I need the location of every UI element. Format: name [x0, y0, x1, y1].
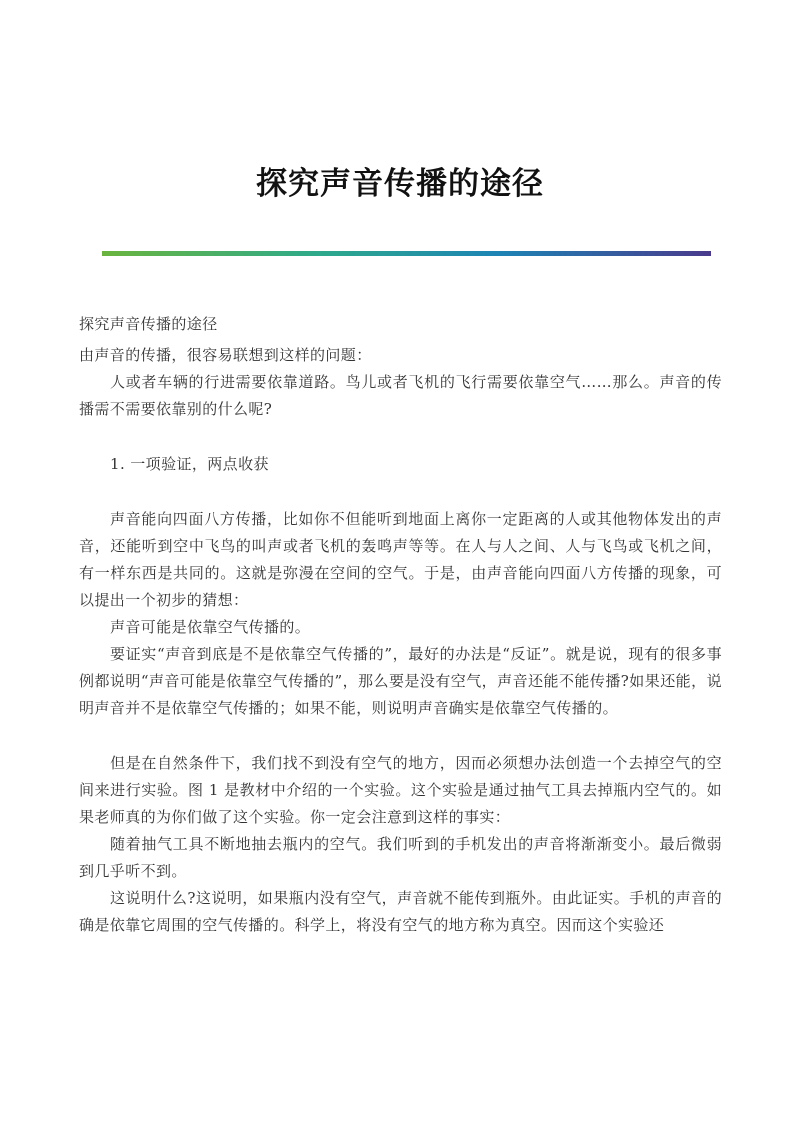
paragraph-conclusion: 这说明什么?这说明，如果瓶内没有空气，声音就不能传到瓶外。由此证实。手机的声音的确是依靠它周围的空气传播的。科学上，将没有空气的地方称为真空。因而这个实验还 [79, 889, 722, 934]
body-heading: 探究声音传播的途径 [79, 315, 218, 333]
paragraph-vehicles-birds: 人或者车辆的行进需要依靠道路。鸟儿或者飞机的飞行需要依靠空气……那么。声音的传播需不需要依靠别的什么呢? [79, 373, 722, 418]
document-body [79, 311, 722, 939]
section-heading-verification: 1. 一项验证，两点收获 [110, 455, 269, 473]
title-divider [102, 251, 711, 256]
paragraph-intro-question: 由声音的传播，很容易联想到这样的问题： [79, 346, 372, 364]
paragraph-observation: 随着抽气工具不断地抽去瓶内的空气。我们听到的手机发出的声音将渐渐变小。最后微弱到几乎听不到。 [79, 835, 722, 880]
paragraph-counter-proof: 要证实“声音到底是不是依靠空气传播的”，最好的办法是“反证”。就是说，现有的很多事例都说明“声音可能是依靠空气传播的”，那么要是没有空气，声音还能不能传播?如果还能，说明声音并不是依靠空气传播的；如果不能，则说明声音确实是依靠空气传播的。 [79, 645, 722, 717]
paragraph-four-directions: 声音能向四面八方传播，比如你不但能听到地面上离你一定距离的人或其他物体发出的声音，还能听到空中飞鸟的叫声或者飞机的轰鸣声等等。在人与人之间、人与飞鸟或飞机之间，有一样东西是共同的。这就是弥漫在空间的空气。于是，由声音能向四面八方传播的现象，可以提出一个初步的猜想： [79, 510, 722, 609]
paragraph-experiment: 但是在自然条件下，我们找不到没有空气的地方，因而必须想办法创造一个去掉空气的空间来进行实验。图 1 是教材中介绍的一个实验。这个实验是通过抽气工具去掉瓶内空气的。如果老师真的为你们做了这个实验。你一定会注意到这样的事实： [79, 754, 722, 826]
paragraph-hypothesis: 声音可能是依靠空气传播的。 [110, 618, 311, 636]
document-title: 探究声音传播的途径 [256, 166, 544, 202]
